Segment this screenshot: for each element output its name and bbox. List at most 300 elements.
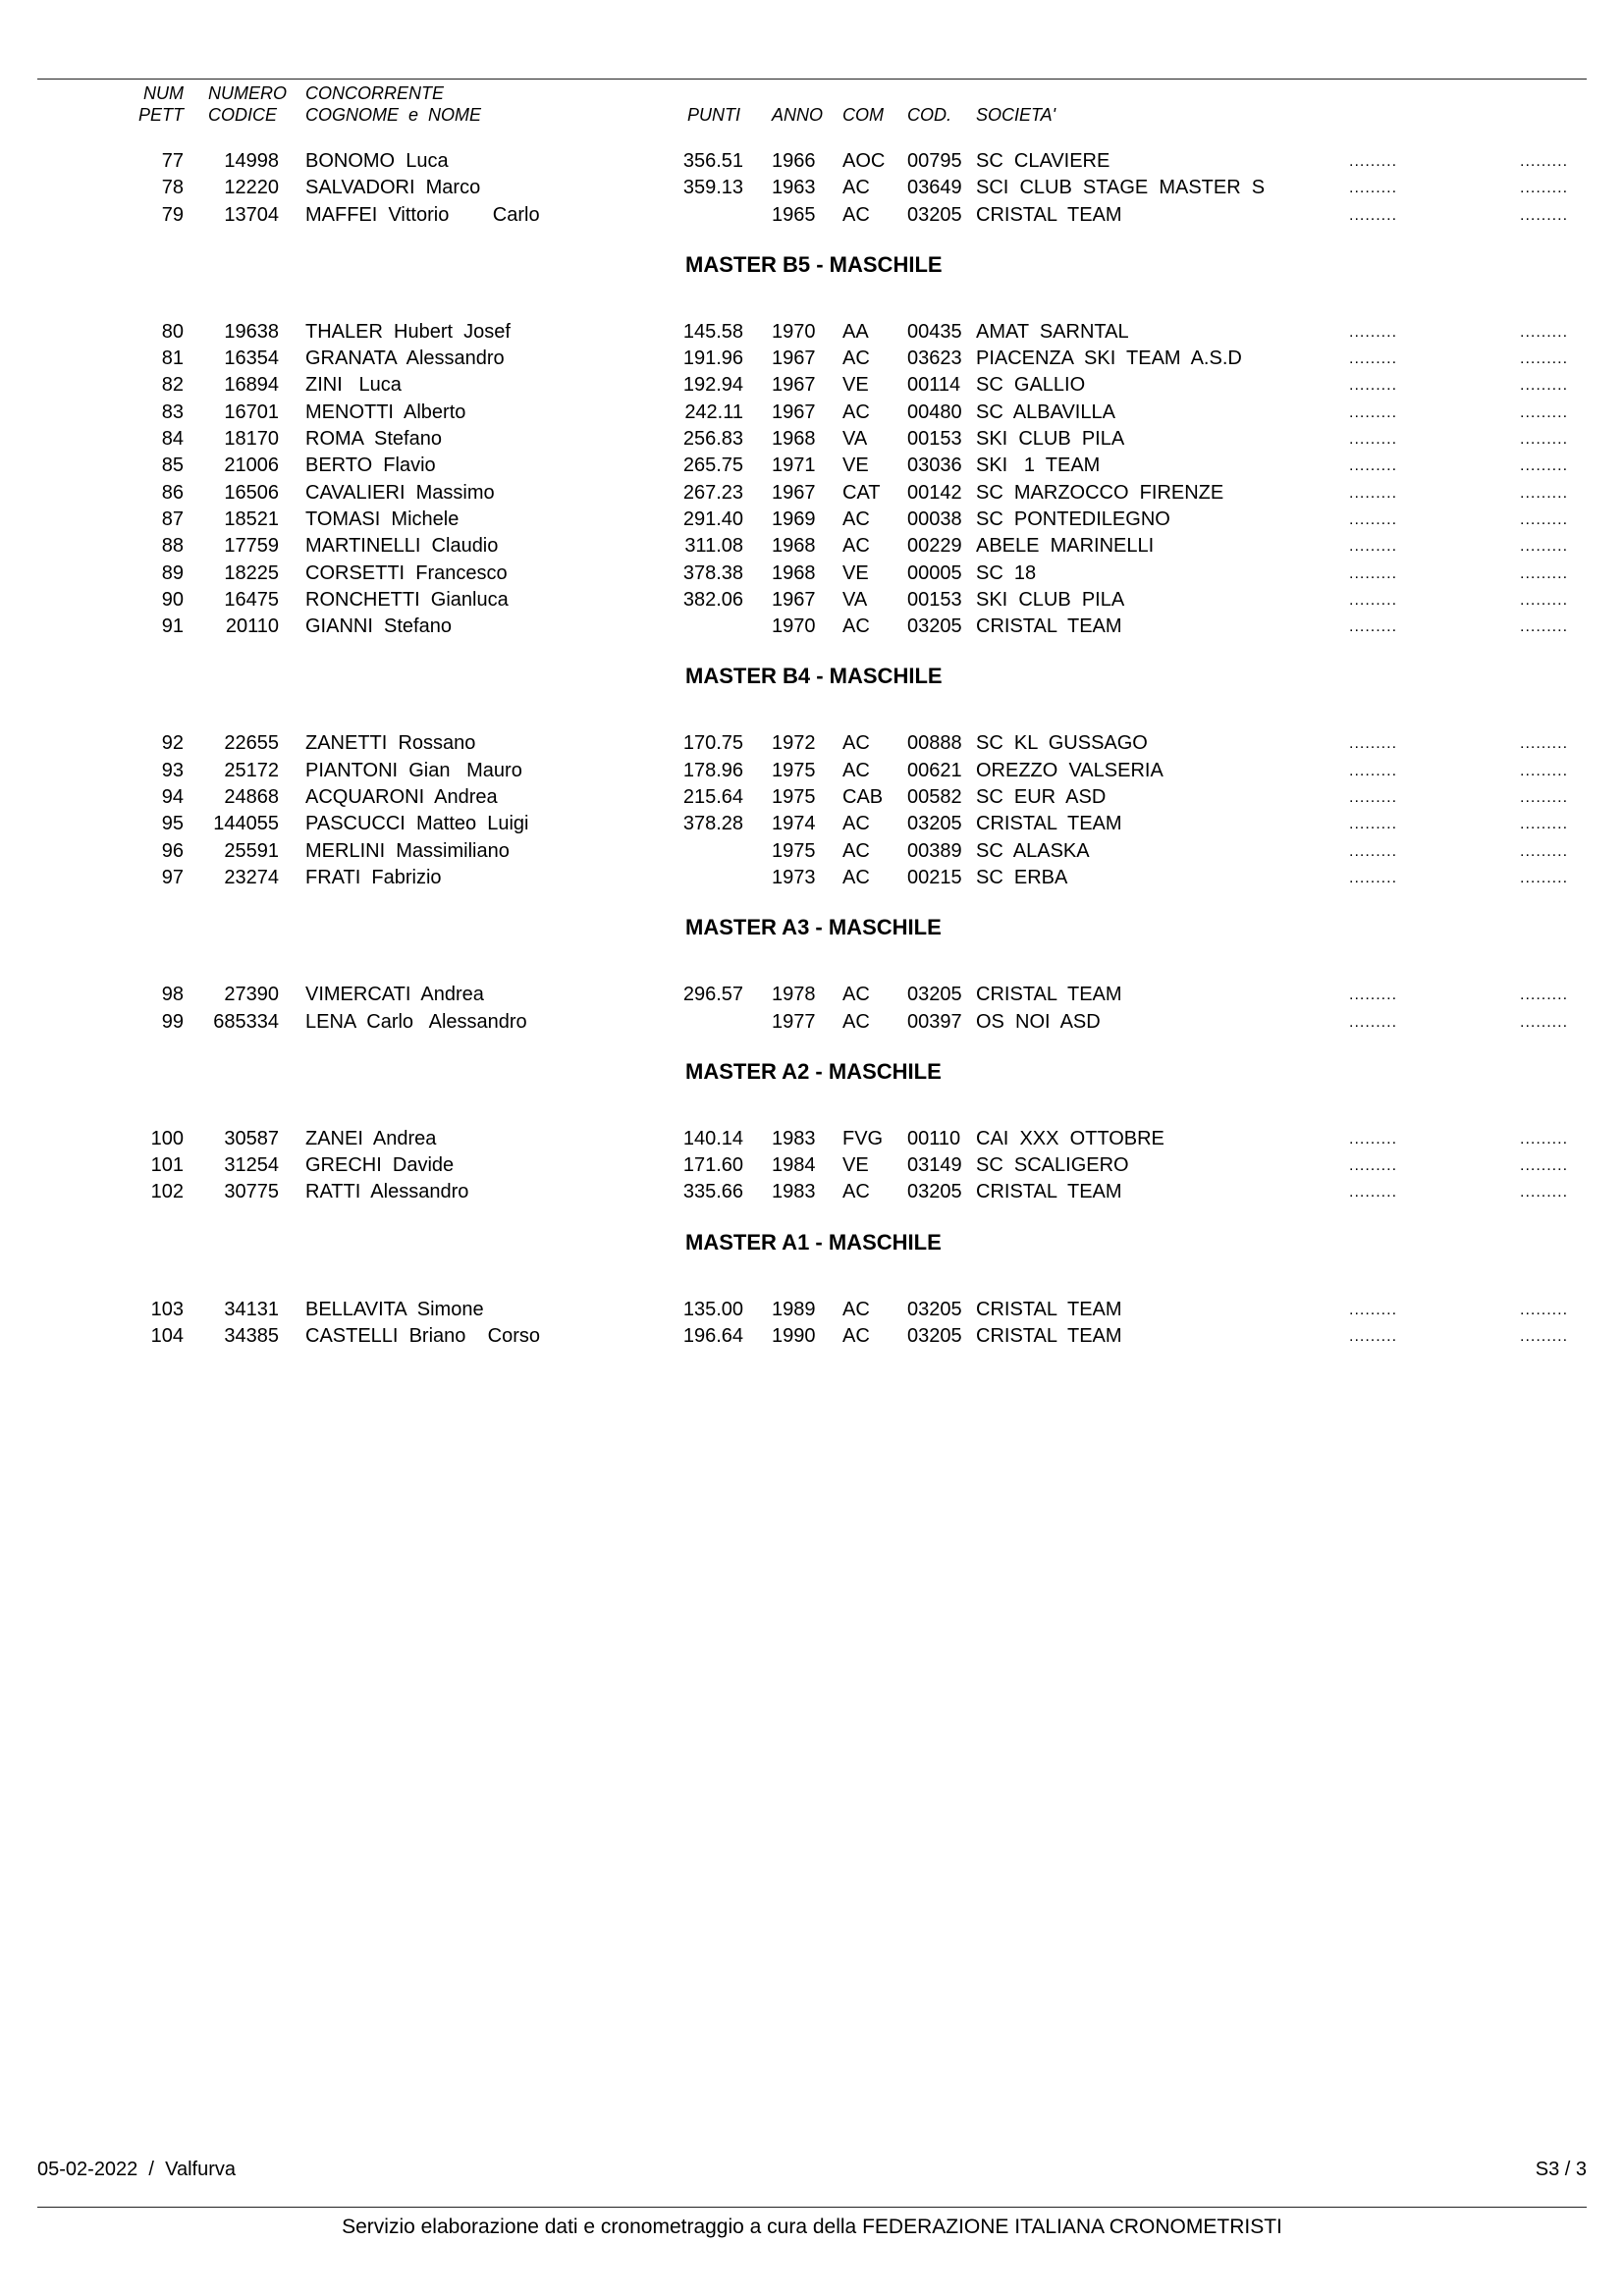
athlete-name: BELLAVITA Simone [305,1298,484,1320]
athlete-code: 31254 [224,1154,279,1177]
club-name: CRISTAL TEAM [976,1298,1122,1320]
committee: AC [842,839,870,862]
points: 291.40 [682,507,743,530]
athlete-code: 24868 [224,786,279,809]
athlete-code: 30775 [224,1181,279,1203]
points: 256.83 [682,428,743,451]
bib-number: 86 [161,481,184,504]
table-row [0,507,1624,533]
table-row [0,400,1624,426]
committee: VE [842,1154,869,1177]
category-section [0,148,1624,229]
committee: AC [842,984,870,1006]
time-placeholder-1: ......... [1349,206,1398,224]
club-name: SC ALBAVILLA [976,400,1115,423]
time-placeholder-2: ......... [1520,564,1569,582]
bib-number: 81 [161,347,184,370]
club-code: 00005 [907,561,962,584]
points: 145.58 [682,320,743,343]
athlete-code: 18521 [224,507,279,530]
points: 356.51 [682,150,743,172]
table-row [0,148,1624,175]
time-placeholder-1: ......... [1349,735,1398,753]
birth-year: 1968 [772,535,816,558]
athlete-name: BONOMO Luca [305,150,449,172]
athlete-code: 27390 [224,984,279,1006]
birth-year: 1967 [772,400,816,423]
table-row [0,982,1624,1008]
club-code: 00389 [907,839,962,862]
time-placeholder-1: ......... [1349,564,1398,582]
time-placeholder-1: ......... [1349,816,1398,833]
header-cognome-nome: COGNOME e NOME [305,105,482,125]
committee: AC [842,813,870,835]
points: 140.14 [682,1127,743,1149]
athlete-name: MENOTTI Alberto [305,400,466,423]
category-title: MASTER A1 - MASCHILE [685,1229,942,1255]
points: 359.13 [682,177,743,199]
club-code: 00038 [907,507,962,530]
table-row [0,1009,1624,1036]
birth-year: 1971 [772,454,816,477]
time-placeholder-2: ......... [1520,1130,1569,1148]
points: 267.23 [682,481,743,504]
time-placeholder-1: ......... [1349,1301,1398,1318]
club-code: 00153 [907,588,962,611]
birth-year: 1975 [772,786,816,809]
points: 265.75 [682,454,743,477]
athlete-code: 16475 [224,588,279,611]
header-anno: ANNO [772,105,824,125]
table-row [0,838,1624,865]
club-code: 03205 [907,1181,962,1203]
club-name: SKI 1 TEAM [976,454,1101,477]
points: 311.08 [684,535,743,558]
time-placeholder-2: ......... [1520,762,1569,779]
time-placeholder-2: ......... [1520,431,1569,449]
category-title: MASTER A3 - MASCHILE [685,915,942,940]
athlete-name: BERTO Flavio [305,454,436,477]
table-row [0,865,1624,891]
athlete-code: 25172 [224,759,279,781]
club-name: SC EUR ASD [976,786,1107,809]
bib-number: 104 [150,1325,184,1348]
time-placeholder-2: ......... [1520,538,1569,556]
time-placeholder-1: ......... [1349,180,1398,197]
time-placeholder-2: ......... [1520,618,1569,636]
committee: AC [842,1010,870,1033]
club-name: PIACENZA SKI TEAM A.S.D [976,347,1242,370]
committee: AC [842,615,870,638]
time-placeholder-1: ......... [1349,350,1398,368]
bib-number: 85 [161,454,184,477]
athlete-code: 144055 [213,813,279,835]
bib-number: 83 [161,400,184,423]
club-code: 00110 [907,1127,961,1149]
time-placeholder-1: ......... [1349,1184,1398,1201]
time-placeholder-2: ......... [1520,323,1569,341]
bib-number: 79 [161,203,184,226]
club-name: CRISTAL TEAM [976,615,1122,638]
committee: CAT [842,481,881,504]
committee: AC [842,507,870,530]
club-name: CRISTAL TEAM [976,813,1122,835]
time-placeholder-1: ......... [1349,510,1398,528]
committee: AA [842,320,869,343]
club-name: CAI XXX OTTOBRE [976,1127,1164,1149]
club-name: CRISTAL TEAM [976,1181,1122,1203]
birth-year: 1967 [772,347,816,370]
bib-number: 87 [161,507,184,530]
time-placeholder-2: ......... [1520,735,1569,753]
time-placeholder-2: ......... [1520,153,1569,170]
club-code: 03149 [907,1154,962,1177]
time-placeholder-1: ......... [1349,618,1398,636]
athlete-code: 16506 [224,481,279,504]
athlete-code: 18225 [224,561,279,584]
athlete-code: 30587 [224,1127,279,1149]
time-placeholder-1: ......... [1349,1130,1398,1148]
time-placeholder-2: ......... [1520,403,1569,421]
footer-credit: Servizio elaborazione dati e cronometraggio a cura della FEDERAZIONE ITALIANA CRONOMETRISTI [342,2216,1282,2238]
bib-number: 97 [161,866,184,888]
time-placeholder-2: ......... [1520,206,1569,224]
time-placeholder-1: ......... [1349,323,1398,341]
points: 178.96 [682,759,743,781]
club-code: 03205 [907,615,962,638]
header-codice: CODICE [208,105,278,125]
birth-year: 1990 [772,1325,816,1348]
athlete-name: GIANNI Stefano [305,615,452,638]
points: 192.94 [682,374,743,397]
birth-year: 1967 [772,481,816,504]
table-row [0,1179,1624,1205]
birth-year: 1989 [772,1298,816,1320]
header-pett: PETT [137,105,184,125]
bib-number: 103 [150,1298,184,1320]
club-code: 00397 [907,1010,962,1033]
bib-number: 78 [161,177,184,199]
club-name: SC KL GUSSAGO [976,732,1148,755]
header-punti: PUNTI [687,105,740,125]
committee: VA [842,428,868,451]
category-section [0,911,1624,1036]
header-cod: COD. [907,105,951,125]
time-placeholder-1: ......... [1349,1157,1398,1175]
points: 296.57 [682,984,743,1006]
committee: CAB [842,786,884,809]
club-name: SC ERBA [976,866,1068,888]
club-name: SCI CLUB STAGE MASTER S [976,177,1266,199]
athlete-code: 23274 [224,866,279,888]
bib-number: 95 [161,813,184,835]
time-placeholder-2: ......... [1520,591,1569,609]
birth-year: 1978 [772,984,816,1006]
top-rule [37,79,1587,80]
table-row [0,372,1624,399]
athlete-code: 16354 [224,347,279,370]
table-row [0,758,1624,784]
club-code: 03205 [907,203,962,226]
athlete-name: LENA Carlo Alessandro [305,1010,527,1033]
points: 135.00 [682,1298,743,1320]
athlete-code: 18170 [224,428,279,451]
bib-number: 80 [161,320,184,343]
table-row [0,346,1624,372]
table-row [0,1323,1624,1350]
birth-year: 1975 [772,839,816,862]
committee: AC [842,535,870,558]
club-code: 00888 [907,732,962,755]
committee: AC [842,1325,870,1348]
points: 382.06 [682,588,743,611]
points: 196.64 [682,1325,743,1348]
committee: AC [842,1181,870,1203]
table-row [0,533,1624,560]
bib-number: 92 [161,732,184,755]
birth-year: 1967 [772,374,816,397]
athlete-code: 21006 [224,454,279,477]
column-header [0,82,1624,132]
birth-year: 1970 [772,615,816,638]
table-row [0,202,1624,229]
club-code: 03623 [907,347,962,370]
table-row [0,730,1624,757]
category-section [0,1226,1624,1351]
committee: AC [842,759,870,781]
athlete-code: 16894 [224,374,279,397]
club-code: 03649 [907,177,962,199]
birth-year: 1974 [772,813,816,835]
club-name: SC GALLIO [976,374,1086,397]
bib-number: 89 [161,561,184,584]
header-concorrente: CONCORRENTE [305,83,445,103]
time-placeholder-1: ......... [1349,403,1398,421]
bib-number: 90 [161,588,184,611]
athlete-name: PIANTONI Gian Mauro [305,759,522,781]
athlete-name: CAVALIERI Massimo [305,481,495,504]
points: 378.28 [682,813,743,835]
athlete-name: THALER Hubert Josef [305,320,511,343]
time-placeholder-1: ......... [1349,1013,1398,1031]
birth-year: 1973 [772,866,816,888]
athlete-name: ZANETTI Rossano [305,732,476,755]
club-code: 03205 [907,1325,962,1348]
athlete-name: ZANEI Andrea [305,1127,437,1149]
bib-number: 91 [161,615,184,638]
club-code: 03205 [907,1298,962,1320]
table-row [0,480,1624,507]
club-name: SC PONTEDILEGNO [976,507,1170,530]
time-placeholder-2: ......... [1520,1301,1569,1318]
category-section [0,1055,1624,1206]
athlete-code: 20110 [225,615,279,638]
category-section [0,248,1624,641]
bib-number: 88 [161,535,184,558]
time-placeholder-2: ......... [1520,350,1569,368]
table-row [0,1126,1624,1152]
birth-year: 1963 [772,177,816,199]
time-placeholder-1: ......... [1349,762,1398,779]
time-placeholder-2: ......... [1520,842,1569,860]
points: 335.66 [682,1181,743,1203]
committee: FVG [842,1127,884,1149]
category-section [0,660,1624,891]
club-name: SC SCALIGERO [976,1154,1129,1177]
athlete-name: SALVADORI Marco [305,177,481,199]
header-com: COM [842,105,884,125]
committee: AC [842,203,870,226]
table-row [0,1152,1624,1179]
bib-number: 77 [161,150,184,172]
club-code: 03036 [907,454,962,477]
table-row [0,811,1624,837]
club-name: SC CLAVIERE [976,150,1110,172]
time-placeholder-1: ......... [1349,538,1398,556]
club-name: SKI CLUB PILA [976,428,1125,451]
time-placeholder-2: ......... [1520,1328,1569,1346]
committee: AC [842,177,870,199]
time-placeholder-1: ......... [1349,1328,1398,1346]
birth-year: 1970 [772,320,816,343]
time-placeholder-2: ......... [1520,789,1569,807]
athlete-name: CASTELLI Briano Corso [305,1325,540,1348]
results-list [0,148,1624,1350]
time-placeholder-2: ......... [1520,1157,1569,1175]
athlete-name: GRANATA Alessandro [305,347,505,370]
club-code: 00480 [907,400,962,423]
committee: AC [842,1298,870,1320]
club-code: 00114 [907,374,961,397]
club-name: SC ALASKA [976,839,1090,862]
athlete-code: 685334 [213,1010,279,1033]
time-placeholder-2: ......... [1520,457,1569,475]
time-placeholder-1: ......... [1349,591,1398,609]
bottom-rule [37,2207,1587,2208]
club-name: AMAT SARNTAL [976,320,1129,343]
time-placeholder-1: ......... [1349,869,1398,886]
athlete-code: 17759 [224,535,279,558]
table-row [0,319,1624,346]
points: 170.75 [682,732,743,755]
club-code: 00795 [907,150,962,172]
committee: VE [842,374,869,397]
table-row [0,561,1624,587]
committee: VA [842,588,868,611]
time-placeholder-2: ......... [1520,180,1569,197]
time-placeholder-1: ......... [1349,987,1398,1004]
athlete-name: CORSETTI Francesco [305,561,508,584]
athlete-name: RONCHETTI Gianluca [305,588,509,611]
time-placeholder-1: ......... [1349,457,1398,475]
club-code: 00215 [907,866,962,888]
table-row [0,1297,1624,1323]
athlete-code: 34131 [224,1298,279,1320]
time-placeholder-2: ......... [1520,377,1569,395]
header-num: NUM [143,83,184,103]
time-placeholder-1: ......... [1349,431,1398,449]
table-row [0,587,1624,614]
athlete-code: 25591 [224,839,279,862]
club-code: 00582 [907,786,962,809]
time-placeholder-1: ......... [1349,789,1398,807]
athlete-name: PASCUCCI Matteo Luigi [305,813,529,835]
bib-number: 82 [161,374,184,397]
bib-number: 84 [161,428,184,451]
points: 215.64 [682,786,743,809]
club-name: SC MARZOCCO FIRENZE [976,481,1224,504]
birth-year: 1975 [772,759,816,781]
time-placeholder-2: ......... [1520,987,1569,1004]
time-placeholder-2: ......... [1520,869,1569,886]
footer-date-place: 05-02-2022 / Valfurva [37,2159,236,2180]
bib-number: 100 [150,1127,184,1149]
committee: VE [842,561,869,584]
club-name: CRISTAL TEAM [976,203,1122,226]
header-societa: SOCIETA' [976,105,1056,125]
committee: AC [842,400,870,423]
athlete-code: 22655 [224,732,279,755]
athlete-name: ROMA Stefano [305,428,442,451]
birth-year: 1967 [772,588,816,611]
club-name: OREZZO VALSERIA [976,759,1164,781]
athlete-name: MAFFEI Vittorio Carlo [305,203,540,226]
club-code: 00142 [907,481,962,504]
athlete-code: 34385 [224,1325,279,1348]
time-placeholder-2: ......... [1520,816,1569,833]
bib-number: 102 [150,1181,184,1203]
footer-page-number: S3 / 3 [1535,2159,1587,2180]
time-placeholder-2: ......... [1520,1184,1569,1201]
club-name: SC 18 [976,561,1037,584]
club-code: 00435 [907,320,962,343]
athlete-name: ACQUARONI Andrea [305,786,498,809]
athlete-name: VIMERCATI Andrea [305,984,484,1006]
birth-year: 1983 [772,1127,816,1149]
birth-year: 1968 [772,561,816,584]
club-name: ABELE MARINELLI [976,535,1155,558]
athlete-name: FRATI Fabrizio [305,866,442,888]
athlete-code: 16701 [224,400,279,423]
bib-number: 94 [161,786,184,809]
athlete-code: 14998 [224,150,279,172]
time-placeholder-2: ......... [1520,1013,1569,1031]
athlete-name: GRECHI Davide [305,1154,455,1177]
bib-number: 99 [161,1010,184,1033]
time-placeholder-1: ......... [1349,484,1398,502]
birth-year: 1968 [772,428,816,451]
athlete-name: MERLINI Massimiliano [305,839,510,862]
time-placeholder-1: ......... [1349,153,1398,170]
table-row [0,175,1624,201]
bib-number: 93 [161,759,184,781]
table-row [0,784,1624,811]
club-code: 00153 [907,428,962,451]
birth-year: 1983 [772,1181,816,1203]
committee: VE [842,454,869,477]
athlete-name: RATTI Alessandro [305,1181,469,1203]
points: 242.11 [684,400,743,423]
club-code: 00621 [907,759,962,781]
athlete-code: 19638 [224,320,279,343]
time-placeholder-1: ......... [1349,842,1398,860]
bib-number: 101 [150,1154,184,1177]
committee: AOC [842,150,886,172]
bib-number: 96 [161,839,184,862]
birth-year: 1972 [772,732,816,755]
birth-year: 1984 [772,1154,816,1177]
time-placeholder-2: ......... [1520,510,1569,528]
